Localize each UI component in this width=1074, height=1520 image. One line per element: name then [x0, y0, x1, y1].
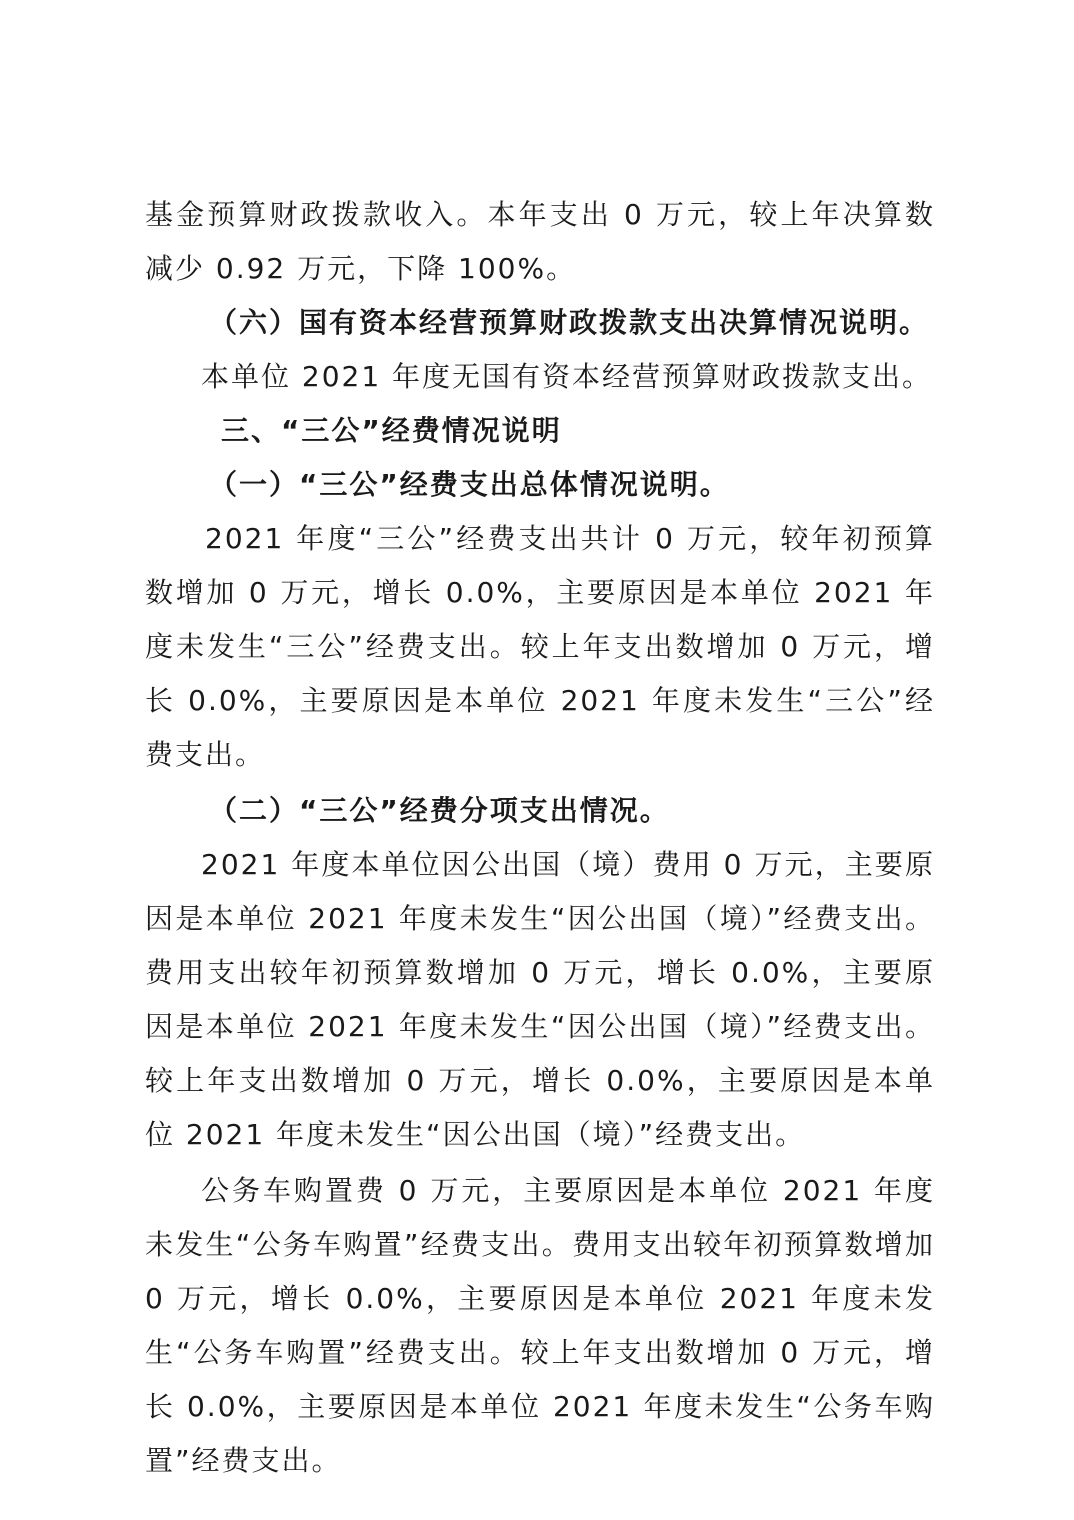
heading-itemized-expenses: （二）“三公”经费分项支出情况。	[209, 794, 670, 827]
paragraph-fund-budget: 基金预算财政拨款收入。本年支出 0 万元，较上年决算数减少 0.92 万元，下降 100%。	[145, 198, 935, 285]
heading-overall-expenses: （一）“三公”经费支出总体情况说明。	[209, 468, 730, 501]
heading-three-public-expenses: 三、“三公”经费情况说明	[221, 414, 562, 447]
paragraph-vehicle-purchase: 公务车购置费 0 万元，主要原因是本单位 2021 年度未发生“公务车购置”经费支出。费用支出较年初预算数增加 0 万元，增长 0.0%，主要原因是本单位 2021 年度未发生“公务车购置”经费支出。较上年支出数增加 0 万元，增长 0.0%，主要原因是本单位 2021 年度未发生“公务车购置”经费支出。	[145, 1174, 935, 1477]
paragraph-overseas-travel: 2021 年度本单位因公出国（境）费用 0 万元，主要原因是本单位 2021 年度未发生“因公出国（境）”经费支出。费用支出较年初预算数增加 0 万元，增长 0.0%，主要原因是本单位 2021 年度未发生“因公出国（境）”经费支出。较上年支出数增加 0 万元，增长 0.0%，主要原因是本单位 2021 年度未发生“因公出国（境）”经费支出。	[145, 848, 935, 1151]
heading-state-capital-budget: （六）国有资本经营预算财政拨款支出决算情况说明。	[209, 306, 930, 339]
paragraph-overall-expenses: 2021 年度“三公”经费支出共计 0 万元，较年初预算数增加 0 万元，增长 0.0%，主要原因是本单位 2021 年度未发生“三公”经费支出。较上年支出数增加 0 万元，增长 0.0%，主要原因是本单位 2021 年度未发生“三公”经费支出。	[145, 522, 935, 771]
paragraph-no-state-capital-expense: 本单位 2021 年度无国有资本经营预算财政拨款支出。	[201, 360, 933, 393]
document-page	[145, 188, 935, 1488]
